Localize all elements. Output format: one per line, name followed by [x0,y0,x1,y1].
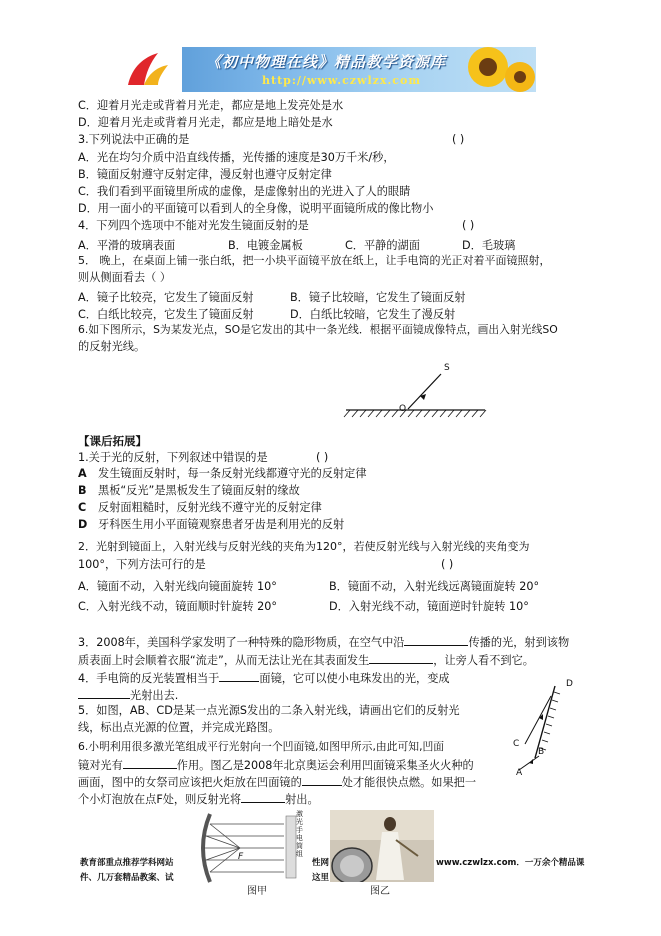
e1-letter-b: B [78,484,87,497]
q6-mirror-figure [340,360,490,420]
e4-blank-1[interactable] [219,670,259,682]
e1-answer-paren: ( ) [316,451,329,464]
q5-stem-line2: 则从侧面看去（ ） [78,271,172,284]
q4-stem: 4．下列四个选项中不能对光发生镜面反射的是 [78,219,309,232]
ray-cd [525,696,551,744]
q3-stem: 3.下列说法中正确的是 [78,133,190,146]
q4-option-d: D．毛玻璃 [462,239,516,252]
footer-left-line1: 教育部重点推荐学科网站 [80,858,174,868]
incident-ray-so [408,374,441,409]
q6-line2: 的反射光线。 [78,340,146,353]
header-banner [110,47,536,92]
e6-line1: 6.小明利用很多激光笔组成平行光射向一个凹面镜,如图甲所示,由此可知,凹面 [78,740,445,753]
page-footer [0,850,661,936]
q4-option-a: A．平滑的玻璃表面 [78,239,176,252]
q4-option-b: B．电镀金属板 [228,239,303,252]
q5-option-d: D．白纸比较暗，它发生了漫反射 [290,308,456,321]
e2-option-d: D．入射光线不动，镜面逆时针旋转 10° [329,600,529,613]
q3-option-c: C．我们看到平面镜里所成的虚像，是虚像射出的光进入了人的眼睛 [78,185,411,198]
mirror-hatching [344,410,486,417]
q6-label-s: S [444,363,450,373]
q6-label-o: O [399,404,407,414]
e3-line2-a: 质表面上时会顺着衣服“流走”，从而无法让光在其表面发生 [78,654,370,667]
q5-option-b: B．镜子比较暗，它发生了镜面反射 [290,291,466,304]
e2-stem-line1: 2．光射到镜面上，入射光线与反射光线的夹角为120°，若使反射光线与入射光线的夹角变为 [78,540,530,553]
e5-label-b: B [538,747,545,757]
e6-line3-a: 画面，图中的女祭司应该把火炬放在凹面镜的 [78,776,302,789]
q2-option-d: D．迎着月光走或背着月光走，都应是地上暗处是水 [78,116,333,129]
e2-stem-line2: 100°，下列方法可行的是 [78,558,206,571]
e1-option-b: 黑板“反光”是黑板发生了镜面反射的缘故 [98,484,300,497]
footer-left-line2: 件、几万套精品教案、试 [80,873,174,883]
ray-arrow-icon [529,759,533,764]
q4-option-c: C．平静的湖面 [345,239,420,252]
footer-right[interactable]: www.czwlzx.com．一万余个精品课 [436,858,585,868]
q3-answer-paren: ( ) [452,133,465,146]
e1-stem: 1.关于光的反射，下列叙述中错误的是 [78,451,268,464]
e2-option-b: B．镜面不动，入射光线远离镜面旋转 20° [329,580,540,593]
e1-option-d: 牙科医生用小平面镜观察患者牙齿是利用光的反射 [98,518,345,531]
e6-line2-b: 作用。图乙是2008年北京奥运会利用凹面镜采集圣火火种的 [176,759,474,772]
e4-line2-b: 光射出去. [130,689,179,702]
q6-line1: 6.如下图所示，S为某发光点，SO是它发出的其中一条光线．根据平面镜成像特点，画出入射光线SO [78,323,558,336]
e3-line1-a: 3．2008年，美国科学家发明了一种特殊的隐形物质，在空气中沿 [78,636,405,649]
e1-letter-a: A [78,467,87,480]
q5-option-c: C．白纸比较亮，它发生了镜面反射 [78,308,254,321]
e4-blank-2[interactable] [78,687,130,699]
e3-line1-b: 传播的光，射到该物 [468,636,570,649]
fig-side-label: 激光手电筒组 [296,810,303,858]
figure-caption-b: 图乙 [370,886,390,897]
banner-title: 《初中物理在线》精品教学资源库 [206,53,447,71]
e2-option-a: A．镜面不动，入射光线向镜面旋转 10° [78,580,277,593]
e6-line4-b: 射出。 [285,793,319,806]
fig-focus-label: F [238,852,244,862]
e6-line2-a: 镜对光有 [78,759,123,772]
e4-line1-a: 4．手电筒的反光装置相当于 [78,672,220,685]
section-title: 【课后拓展】 [78,434,147,448]
q5-stem-line1: 5． 晚上，在桌面上铺一张白纸，把一小块平面镜平放在纸上，让手电筒的光正对着平面镜照射， [78,254,551,267]
e2-answer-paren: ( ) [441,558,454,571]
q3-option-a: A．光在均匀介质中沿直线传播，光传播的速度是30万千米/秒， [78,151,395,164]
q4-answer-paren: ( ) [462,219,475,232]
e5-label-a: A [516,768,523,778]
e5-line2: 线，标出点光源的位置，并完成光路图。 [78,721,280,734]
e6-line3-b: 处才能很快点燃。如果把一 [341,776,477,789]
figure-caption-a: 图甲 [247,886,267,897]
e6-blank-3[interactable] [241,791,285,803]
e1-letter-d: D [78,518,88,531]
e5-label-d: D [566,679,573,689]
e6-blank-1[interactable] [123,757,177,769]
e1-option-c: 反射面粗糙时，反射光线不遵守光的反射定律 [98,501,322,514]
e5-line1: 5．如图，AB、CD是某一点光源S发出的二条入射光线，请画出它们的反射光 [78,704,460,717]
footer-mid-line1: 性网 [312,858,330,868]
q3-option-d: D．用一面小的平面镜可以看到人的全身像，说明平面镜所成的像比物小 [78,202,434,215]
e3-blank-1[interactable] [404,634,468,646]
e4-line1-b: 面镜，它可以使小电珠发出的光，变成 [259,672,450,685]
e6-line4-a: 个小灯泡放在点F处，则反射光将 [78,793,242,806]
banner-url[interactable]: http://www.czwlzx.com [262,74,421,87]
e1-letter-c: C [78,501,87,514]
e5-label-c: C [513,739,520,749]
e1-option-a: 发生镜面反射时，每一条反射光线都遵守光的反射定律 [98,467,367,480]
e3-blank-2[interactable] [369,652,433,664]
e2-option-c: C．入射光线不动，镜面顺时针旋转 20° [78,600,278,613]
footer-mid-line2: 这里 [312,873,330,883]
q3-option-b: B．镜面反射遵守反射定律，漫反射也遵守反射定律 [78,168,332,181]
e6-blank-2[interactable] [302,774,342,786]
e3-line2-b: ，让旁人看不到它。 [433,654,534,667]
q5-option-a: A．镜子比较亮，它发生了镜面反射 [78,291,254,304]
q2-option-c: C．迎着月光走或背着月光走，都应是地上发亮处是水 [78,99,344,112]
